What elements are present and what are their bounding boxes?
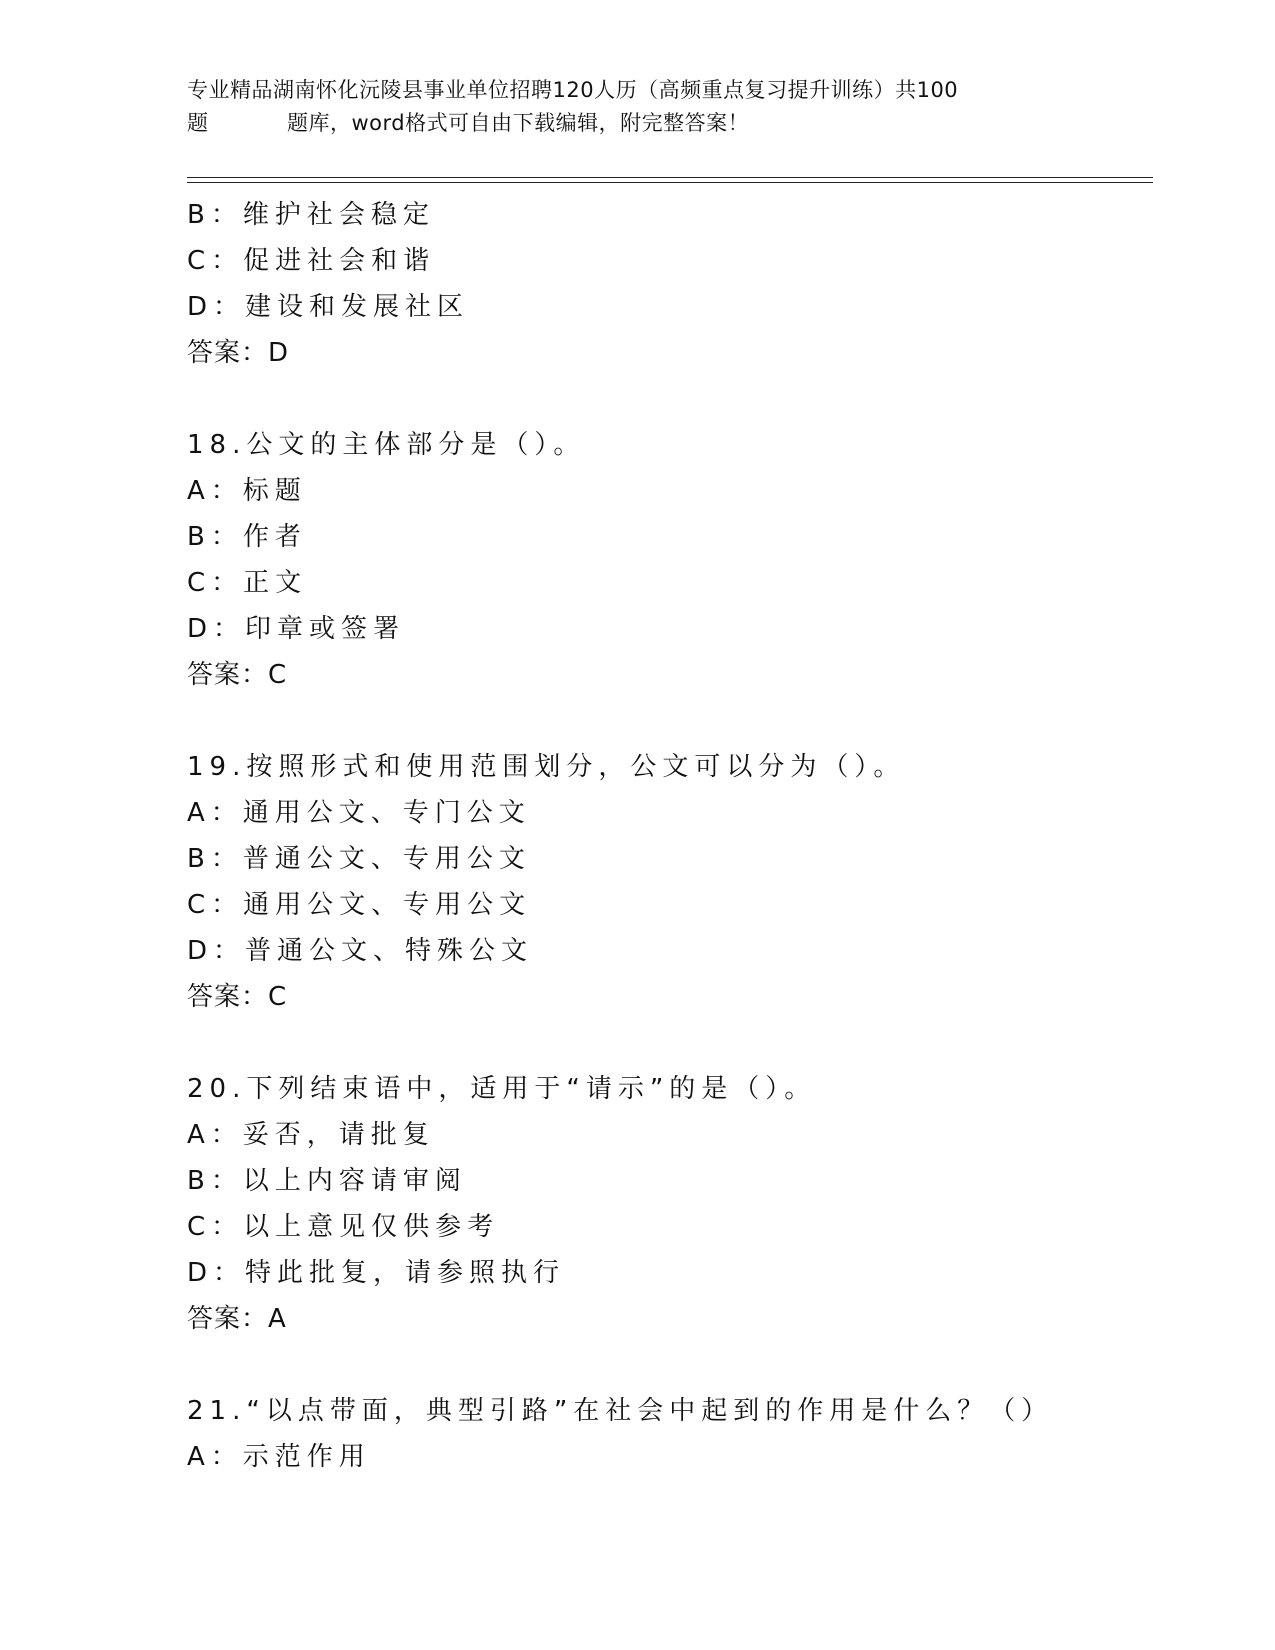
option-a: A：示范作用 — [187, 1442, 371, 1472]
option-d: D：特此批复，请参照执行 — [187, 1258, 566, 1288]
answer-line: 答案：C — [187, 982, 288, 1012]
header-line2-right: 题库，word格式可自由下载编辑，附完整答案！ — [287, 111, 750, 135]
question-17-partial — [187, 192, 1137, 376]
header-line2-left: 题 — [187, 111, 209, 135]
option-b: B：维护社会稳定 — [187, 200, 435, 230]
answer-line: 答案：C — [187, 660, 288, 690]
question-stem: 19.按照形式和使用范围划分，公文可以分为（）。 — [187, 752, 906, 782]
header-rule-top — [187, 177, 1153, 178]
option-d: D：建设和发展社区 — [187, 292, 470, 322]
option-d: D：印章或签署 — [187, 614, 406, 644]
question-list — [187, 192, 1137, 1480]
option-a: A：通用公文、专门公文 — [187, 798, 531, 828]
option-c: C：正文 — [187, 568, 308, 598]
page-header — [187, 74, 1087, 140]
question-stem: 18.公文的主体部分是（）。 — [187, 430, 586, 460]
option-b: B：作者 — [187, 522, 307, 552]
answer-line: 答案：A — [187, 1304, 287, 1334]
spacer — [187, 1020, 1137, 1066]
option-c: C：通用公文、专用公文 — [187, 890, 532, 920]
question-18 — [187, 422, 1137, 698]
option-c: C：以上意见仅供参考 — [187, 1212, 500, 1242]
option-a: A：标题 — [187, 476, 307, 506]
option-b: B：普通公文、专用公文 — [187, 844, 531, 874]
header-title-line2 — [187, 107, 1087, 140]
question-20 — [187, 1066, 1137, 1342]
question-stem: 20.下列结束语中，适用于“请示”的是（）。 — [187, 1074, 817, 1104]
question-stem: 21.“以点带面，典型引路”在社会中起到的作用是什么？（） — [187, 1396, 1054, 1426]
option-c: C：促进社会和谐 — [187, 246, 436, 276]
option-a: A：妥否，请批复 — [187, 1120, 435, 1150]
header-title-line1: 专业精品湖南怀化沅陵县事业单位招聘120人历（高频重点复习提升训练）共100 — [187, 78, 959, 102]
answer-line: 答案：D — [187, 338, 290, 368]
spacer — [187, 1342, 1137, 1388]
question-19 — [187, 744, 1137, 1020]
header-rule-bottom — [187, 182, 1153, 183]
option-d: D：普通公文、特殊公文 — [187, 936, 534, 966]
spacer — [187, 376, 1137, 422]
spacer — [187, 698, 1137, 744]
question-21 — [187, 1388, 1137, 1480]
option-b: B：以上内容请审阅 — [187, 1166, 467, 1196]
